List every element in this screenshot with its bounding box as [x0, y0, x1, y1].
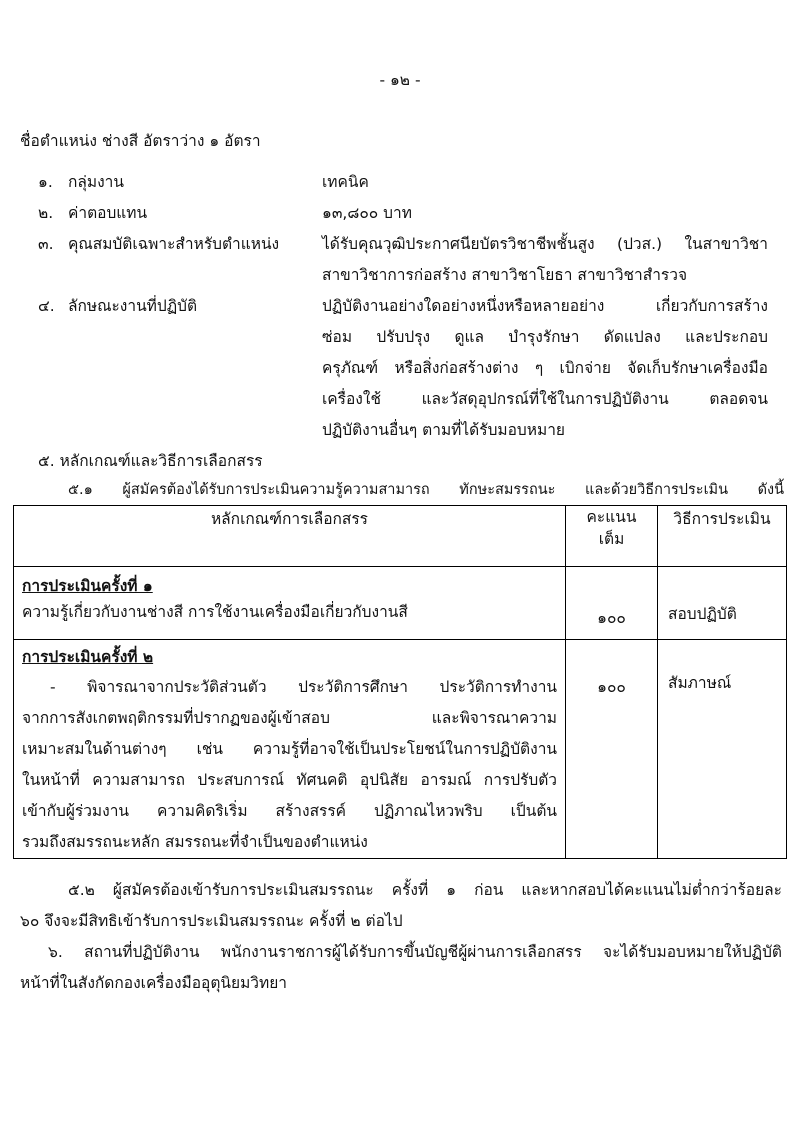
header-score-line: เต็ม [598, 530, 625, 548]
item-value-line: ปฏิบัติงานอื่นๆ ตามที่ได้รับมอบหมาย [322, 421, 565, 439]
item-number: ๒. [38, 204, 54, 222]
criteria-table [13, 505, 787, 859]
criteria-line: ในหน้าที่ ความสามารถ ประสบการณ์ ทัศนคติ อุปนิสัย อารมณ์ การปรับตัว [22, 771, 557, 789]
method-cell [658, 640, 787, 859]
score-cell [566, 640, 658, 859]
item-value-line: ได้รับคุณวุฒิประกาศนียบัตรวิชาชีพชั้นสูง (ปวส.) ในสาขาวิชา [322, 235, 768, 253]
header-score-line: คะแนน [586, 508, 637, 526]
item-value: เทคนิค [322, 173, 369, 191]
item-value-line: ปฏิบัติงานอย่างใดอย่างหนึ่งหรือหลายอย่าง เกี่ยวกับการสร้าง [322, 297, 768, 315]
page-number: - ๑๒ - [379, 71, 421, 89]
table-header-row [14, 506, 787, 567]
criteria-line: จากการสังเกตพฤติกรรมที่ปรากฏของผู้เข้าสอบ และพิจารณาความ [22, 709, 557, 727]
section-sub-heading: ๕.๑ ผู้สมัครต้องได้รับการประเมินความรู้ความสามารถ ทักษะสมรรถนะ และด้วยวิธีการประเมิน ดังนี้ [68, 482, 784, 498]
criteria-line: เข้ากับผู้ร่วมงาน ความคิดริเริ่ม สร้างสรรค์ ปฏิภาณไหวพริบ เป็นต้น [22, 802, 557, 820]
header-method: วิธีการประเมิน [658, 506, 787, 567]
round-title: การประเมินครั้งที่ ๒ [22, 648, 154, 666]
score-cell [566, 567, 658, 640]
item-value-line: ครุภัณฑ์ หรือสิ่งก่อสร้างต่าง ๆ เบิกจ่าย จัดเก็บรักษาเครื่องมือ [322, 359, 768, 377]
score-value: ๑๐๐ [597, 609, 626, 627]
item-label: คุณสมบัติเฉพาะสำหรับตำแหน่ง [68, 235, 280, 253]
table-row [14, 567, 787, 640]
header-score [566, 506, 658, 567]
criteria-line: รวมถึงสมรรถนะหลัก สมรรถนะที่จำเป็นของตำแหน่ง [22, 833, 368, 851]
item-label: ลักษณะงานที่ปฏิบัติ [68, 297, 198, 315]
item-value-line: สาขาวิชาการก่อสร้าง สาขาวิชาโยธา สาขาวิชาสำรวจ [322, 266, 688, 284]
criteria-cell [14, 567, 566, 640]
paragraph-line: ๕.๒ ผู้สมัครต้องเข้ารับการประเมินสมรรถนะ ครั้งที่ ๑ ก่อน และหากสอบได้คะแนนไม่ต่ำกว่าร้อยละ [68, 881, 782, 899]
criteria-cell [14, 640, 566, 859]
round-title: การประเมินครั้งที่ ๑ [22, 577, 153, 595]
position-title: ชื่อตำแหน่ง ช่างสี อัตราว่าง ๑ อัตรา [20, 132, 261, 150]
section-heading: ๕. หลักเกณฑ์และวิธีการเลือกสรร [38, 452, 263, 470]
item-value-line: เครื่องใช้ และวัสดุอุปกรณ์ที่ใช้ในการปฏิบัติงาน ตลอดจน [322, 390, 768, 408]
item-number: ๓. [38, 235, 54, 253]
item-value: ๑๓,๘๐๐ บาท [322, 204, 412, 222]
paragraph-line: ๖๐ จึงจะมีสิทธิเข้ารับการประเมินสมรรถนะ ครั้งที่ ๒ ต่อไป [20, 912, 403, 930]
criteria-line: - พิจารณาจากประวัติส่วนตัว ประวัติการศึกษา ประวัติการทำงาน [50, 678, 557, 696]
item-number: ๔. [38, 297, 55, 315]
paragraph-line: หน้าที่ในสังกัดกองเครื่องมืออุตุนิยมวิทยา [20, 974, 288, 992]
method-value: สอบปฏิบัติ [668, 605, 737, 623]
criteria-line: เหมาะสมในด้านต่างๆ เช่น ความรู้ที่อาจใช้เป็นประโยชน์ในการปฏิบัติงาน [22, 740, 557, 758]
criteria-text: ความรู้เกี่ยวกับงานช่างสี การใช้งานเครื่องมือเกี่ยวกับงานสี [22, 603, 408, 621]
header-criteria: หลักเกณฑ์การเลือกสรร [14, 506, 566, 567]
item-label: กลุ่มงาน [68, 173, 124, 191]
item-number: ๑. [38, 173, 53, 191]
table-row [14, 640, 787, 859]
method-cell [658, 567, 787, 640]
item-label: ค่าตอบแทน [68, 204, 148, 222]
item-value-line: ซ่อม ปรับปรุง ดูแล บำรุงรักษา ดัดแปลง และประกอบ [322, 328, 768, 346]
paragraph-line: ๖. สถานที่ปฏิบัติงาน พนักงานราชการผู้ได้รับการขึ้นบัญชีผู้ผ่านการเลือกสรร จะได้รับมอบหมายให้ปฏิบัติ [48, 943, 782, 961]
method-value: สัมภาษณ์ [668, 674, 732, 692]
score-value: ๑๐๐ [597, 678, 626, 696]
